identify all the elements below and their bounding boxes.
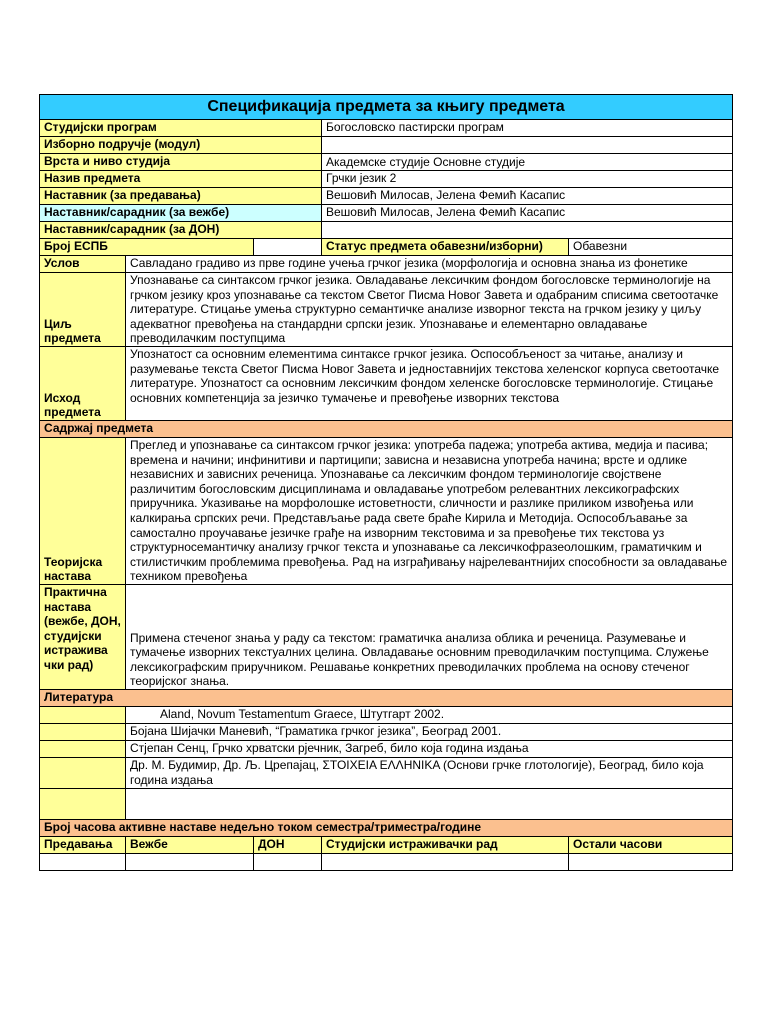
condition-value: Савладано градиво из прве године учења грчког језика (морфологија и основна знања из фонетике: [126, 256, 733, 273]
literature-item: Др. М. Будимир, Др. Љ. Црепајац, ΣΤΟΙΧΕΙΑ ΕΛΛΗΝΙΚΑ (Основи грчке глотологије), Београд, било која година издања: [126, 758, 733, 789]
assistant-label: Наставник/сарадник (за вежбе): [40, 205, 322, 222]
goal-label: Циљ предмета: [40, 273, 126, 347]
course-specification-table: [39, 94, 733, 871]
theory-value: Преглед и упознавање са синтаксом грчког језика: употреба падежа; употреба актива, медија и пасива; времена и начини; инфинитиви и партиципи; зависна и независна употреба начина; врсте и одлике независних и зависних реченица. Упознавање са лексичким фондом терминологије својствене различитим богословским дисциплинама и овладавање употребом релевантних лексикографских приручника. Указивање на морфолошке истоветности, сличности и разлике приликом извођења или калкирања српских речи. Представљање рада свете браће Кирила и Методија. Оспособљавање за самостално проучавање језичке грађе на изворним текстовима и за превођење тих текстова уз структурносемантичку анализу грчког текста и упознавање са лексичкофразеолошким, граматичким и стилистичким проблемима превођења. Рад на изграђивању најрелевантнијих способности за овладавање техником превођења: [126, 438, 733, 585]
course-name-label: Назив предмета: [40, 171, 322, 188]
don-value: [322, 222, 733, 239]
hours-value-exercises: [126, 854, 254, 871]
literature-spacer: [40, 758, 126, 789]
program-label: Студијски програм: [40, 120, 322, 137]
status-label: Статус предмета обавезни/изборни): [322, 239, 569, 256]
literature-spacer: [40, 741, 126, 758]
hours-value-don: [254, 854, 322, 871]
theory-label: Теоријска настава: [40, 438, 126, 585]
literature-item: Бојана Шијачки Маневић, “Граматика грчког језика”, Београд 2001.: [126, 724, 733, 741]
literature-spacer: [40, 707, 126, 724]
hours-value-other: [569, 854, 733, 871]
literature-spacer: [40, 789, 126, 820]
literature-spacer: [40, 724, 126, 741]
outcome-label: Исход предмета: [40, 347, 126, 421]
literature-item: Aland, Novum Testamentum Graece, Штутгарт 2002.: [126, 707, 733, 724]
literature-item: Стјепан Сенц, Грчко хрватски рјечник, Загреб, било која година издања: [126, 741, 733, 758]
hours-value-lectures: [40, 854, 126, 871]
don-label: Наставник/сарадник (за ДОН): [40, 222, 322, 239]
module-label: Изборно подручје (модул): [40, 137, 322, 154]
literature-heading: Литература: [40, 690, 733, 707]
practice-label: Практична настава (вежбе, ДОН, студијски истражива чки рад): [40, 585, 126, 690]
espb-label: Број ЕСПБ: [40, 239, 254, 256]
module-value: [322, 137, 733, 154]
page-title: Спецификација предмета за књигу предмета: [40, 95, 733, 120]
status-value: Обавезни: [569, 239, 733, 256]
hours-col-research: Студијски истраживачки рад: [322, 837, 569, 854]
study-type-value: Академске студије Основне студије: [322, 154, 733, 171]
literature-empty: [126, 789, 733, 820]
goal-value: Упознавање са синтаксом грчког језика. Овладавање лексичким фондом богословске терминологије на грчком језику кроз упознавање са текстом Светог Писма Новог Завета и одабраним списима светоотачке литературе. Стицање умења структурно семантичке анализе изворног текста на грчком језику у циљу адекватног превођења на стандардни српски језик. Упознавање и елементарно овладавање преводилачким поступцима: [126, 273, 733, 347]
teacher-label: Наставник (за предавања): [40, 188, 322, 205]
program-value: Богословско пастирски програм: [322, 120, 733, 137]
condition-label: Услов: [40, 256, 126, 273]
course-name-value: Грчки језик 2: [322, 171, 733, 188]
outcome-value: Упознатост са основним елементима синтаксе грчког језика. Оспособљеност за читање, анализу и разумевање текста Светог Писма Новог Завета и једноставнијих текстова хеленског корпуса светоотачке литературе. Упознатост са основним лексичким фондом хеленске богословске терминологије. Стицање основних компетенција за језичко тумачење и превођење изворних текстова: [126, 347, 733, 421]
hours-col-don: ДОН: [254, 837, 322, 854]
hours-col-exercises: Вежбе: [126, 837, 254, 854]
assistant-value: Вешовић Милосав, Јелена Фемић Касапис: [322, 205, 733, 222]
practice-value: Примена стеченог знања у раду са текстом: граматичка анализа облика и реченица. Разумевање и тумачење изворних текстуалних целина. Овладавање основним преводилачким поступцима. Служење лексикографским приручником. Решавање конкретних преводилачких проблема на основу стеченог теоријског знања.: [126, 585, 733, 690]
content-heading: Садржај предмета: [40, 421, 733, 438]
hours-col-lectures: Предавања: [40, 837, 126, 854]
study-type-label: Врста и ниво студија: [40, 154, 322, 171]
hours-value-research: [322, 854, 569, 871]
hours-col-other: Остали часови: [569, 837, 733, 854]
hours-heading: Број часова активне наставе недељно током семестра/триместра/године: [40, 820, 733, 837]
teacher-value: Вешовић Милосав, Јелена Фемић Касапис: [322, 188, 733, 205]
espb-value: [254, 239, 322, 256]
